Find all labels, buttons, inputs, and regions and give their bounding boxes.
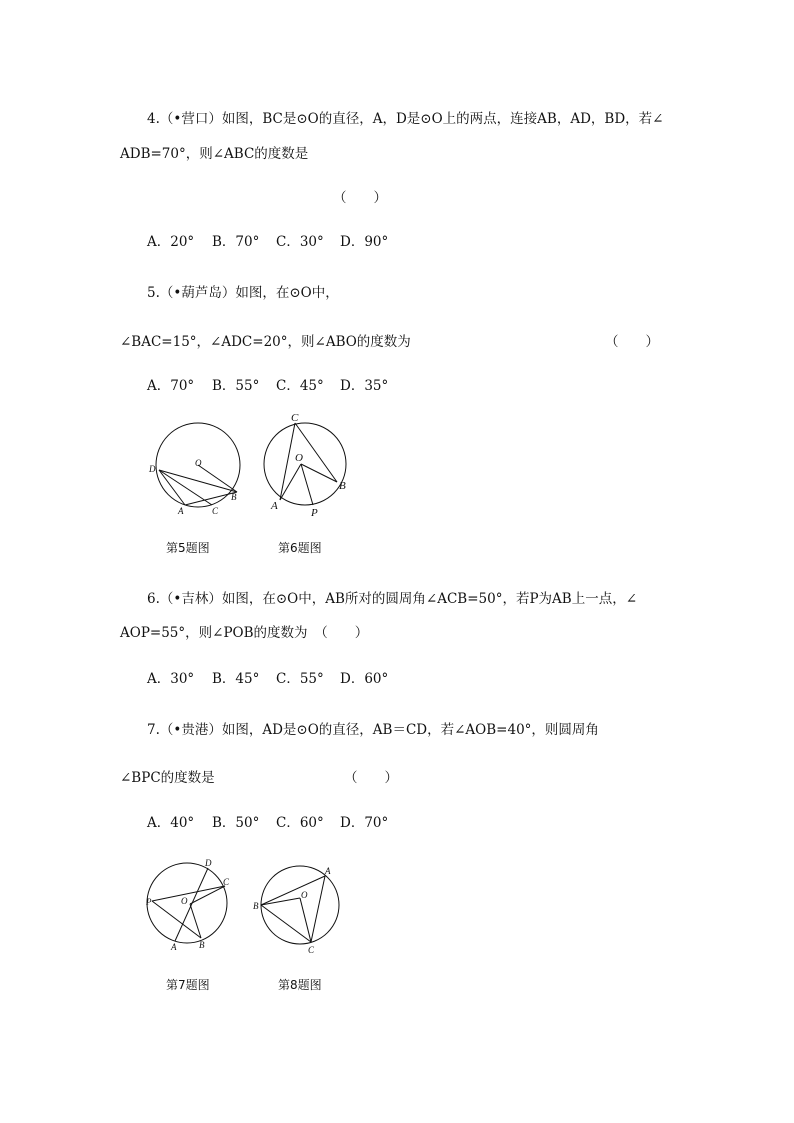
fig5-segment-ob bbox=[198, 465, 237, 492]
fig6-label-p: P bbox=[311, 507, 318, 519]
fig6-segment-ca bbox=[280, 423, 295, 500]
fig7-label-o: O bbox=[181, 896, 188, 906]
q7-line1: 7.（•贵港）如图，AD是⊙O的直径，AB＝CD，若∠AOB=40°，则圆周角 bbox=[147, 722, 599, 738]
fig6-circle bbox=[264, 423, 346, 505]
fig7-segment-pc bbox=[152, 886, 225, 901]
q5-options bbox=[147, 377, 388, 395]
figure-5-caption: 第5题图 bbox=[166, 541, 210, 555]
fig7-label-c: C bbox=[223, 877, 230, 887]
fig8-segment-ac bbox=[311, 876, 325, 942]
q4-line2: ADB=70°，则∠ABC的度数是 bbox=[120, 146, 309, 162]
q4-line1: 4.（•营口）如图，BC是⊙O的直径，A，D是⊙O上的两点，连接AB，AD，BD，若∠ bbox=[147, 111, 664, 127]
q6-line2: AOP=55°，则∠POB的度数为 （ ） bbox=[120, 625, 369, 641]
fig7-diameter-ad bbox=[175, 868, 208, 941]
q4-option-d: D．90° bbox=[340, 234, 389, 250]
figure-8-caption: 第8题图 bbox=[278, 978, 322, 992]
fig7-label-b: B bbox=[199, 940, 205, 950]
q7-option-a: A．40° bbox=[147, 815, 195, 831]
q6-line1: 6.（•吉林）如图，在⊙O中，AB所对的圆周角∠ACB=50°，若P为AB上一点，∠ bbox=[147, 591, 638, 607]
figure-5 bbox=[145, 410, 255, 520]
fig8-segment-ba bbox=[261, 876, 325, 905]
q5-answer-bracket: （ ） bbox=[605, 334, 659, 350]
fig5-segment-db bbox=[159, 470, 237, 492]
fig7-label-p: P bbox=[146, 897, 152, 907]
q7-option-c: C．60° bbox=[276, 815, 324, 831]
fig7-label-a: A bbox=[171, 942, 177, 952]
figure-7 bbox=[143, 856, 243, 956]
fig8-label-a: A bbox=[325, 866, 331, 876]
q4-option-a: A．20° bbox=[147, 234, 195, 250]
fig8-circle bbox=[261, 866, 339, 944]
fig8-label-b: B bbox=[253, 901, 259, 911]
fig6-label-a: A bbox=[271, 500, 278, 512]
q6-option-b: B．45° bbox=[212, 671, 260, 687]
q6-option-a: A．30° bbox=[147, 671, 195, 687]
q5-option-d: D．35° bbox=[340, 378, 389, 394]
q5-option-b: B．55° bbox=[212, 378, 260, 394]
q7-line2: ∠BPC的度数是 bbox=[120, 770, 215, 786]
fig6-segment-ob bbox=[301, 464, 337, 482]
q4-options bbox=[147, 233, 388, 251]
figure-6 bbox=[255, 412, 365, 522]
q7-option-d: D．70° bbox=[340, 815, 389, 831]
q6-option-c: C．55° bbox=[276, 671, 324, 687]
q6-option-d: D．60° bbox=[340, 671, 389, 687]
fig6-label-b: B bbox=[339, 480, 346, 492]
fig8-label-c: C bbox=[308, 945, 315, 955]
fig6-segment-op bbox=[301, 464, 313, 505]
fig8-segment-ob bbox=[261, 898, 300, 905]
fig6-label-c: C bbox=[291, 412, 299, 424]
q4-option-b: B．70° bbox=[212, 234, 260, 250]
q7-options bbox=[147, 814, 388, 832]
q6-options bbox=[147, 670, 388, 688]
q5-option-a: A．70° bbox=[147, 378, 195, 394]
figure-8 bbox=[253, 858, 353, 958]
q5-line1: 5.（•葫芦岛）如图，在⊙O中， bbox=[147, 285, 339, 301]
figure-6-caption: 第6题图 bbox=[278, 541, 322, 555]
fig6-label-o: O bbox=[295, 452, 303, 464]
fig5-segment-ab bbox=[185, 492, 237, 505]
fig7-segment-ob bbox=[190, 904, 201, 938]
fig5-label-d: D bbox=[149, 464, 156, 474]
fig5-label-b: B bbox=[231, 492, 237, 502]
q7-answer-bracket: （ ） bbox=[344, 770, 398, 786]
q5-line2: ∠BAC=15°，∠ADC=20°，则∠ABO的度数为 bbox=[120, 334, 411, 350]
fig5-label-o: O bbox=[195, 458, 202, 468]
q4-option-c: C．30° bbox=[276, 234, 324, 250]
q5-option-c: C．45° bbox=[276, 378, 324, 394]
fig5-label-a: A bbox=[178, 506, 184, 516]
figure-7-caption: 第7题图 bbox=[166, 978, 210, 992]
q4-answer-bracket: （ ） bbox=[333, 190, 387, 206]
fig5-label-c: C bbox=[212, 506, 219, 516]
fig7-label-d: D bbox=[205, 858, 212, 868]
fig8-label-o: O bbox=[301, 890, 308, 900]
q7-option-b: B．50° bbox=[212, 815, 260, 831]
